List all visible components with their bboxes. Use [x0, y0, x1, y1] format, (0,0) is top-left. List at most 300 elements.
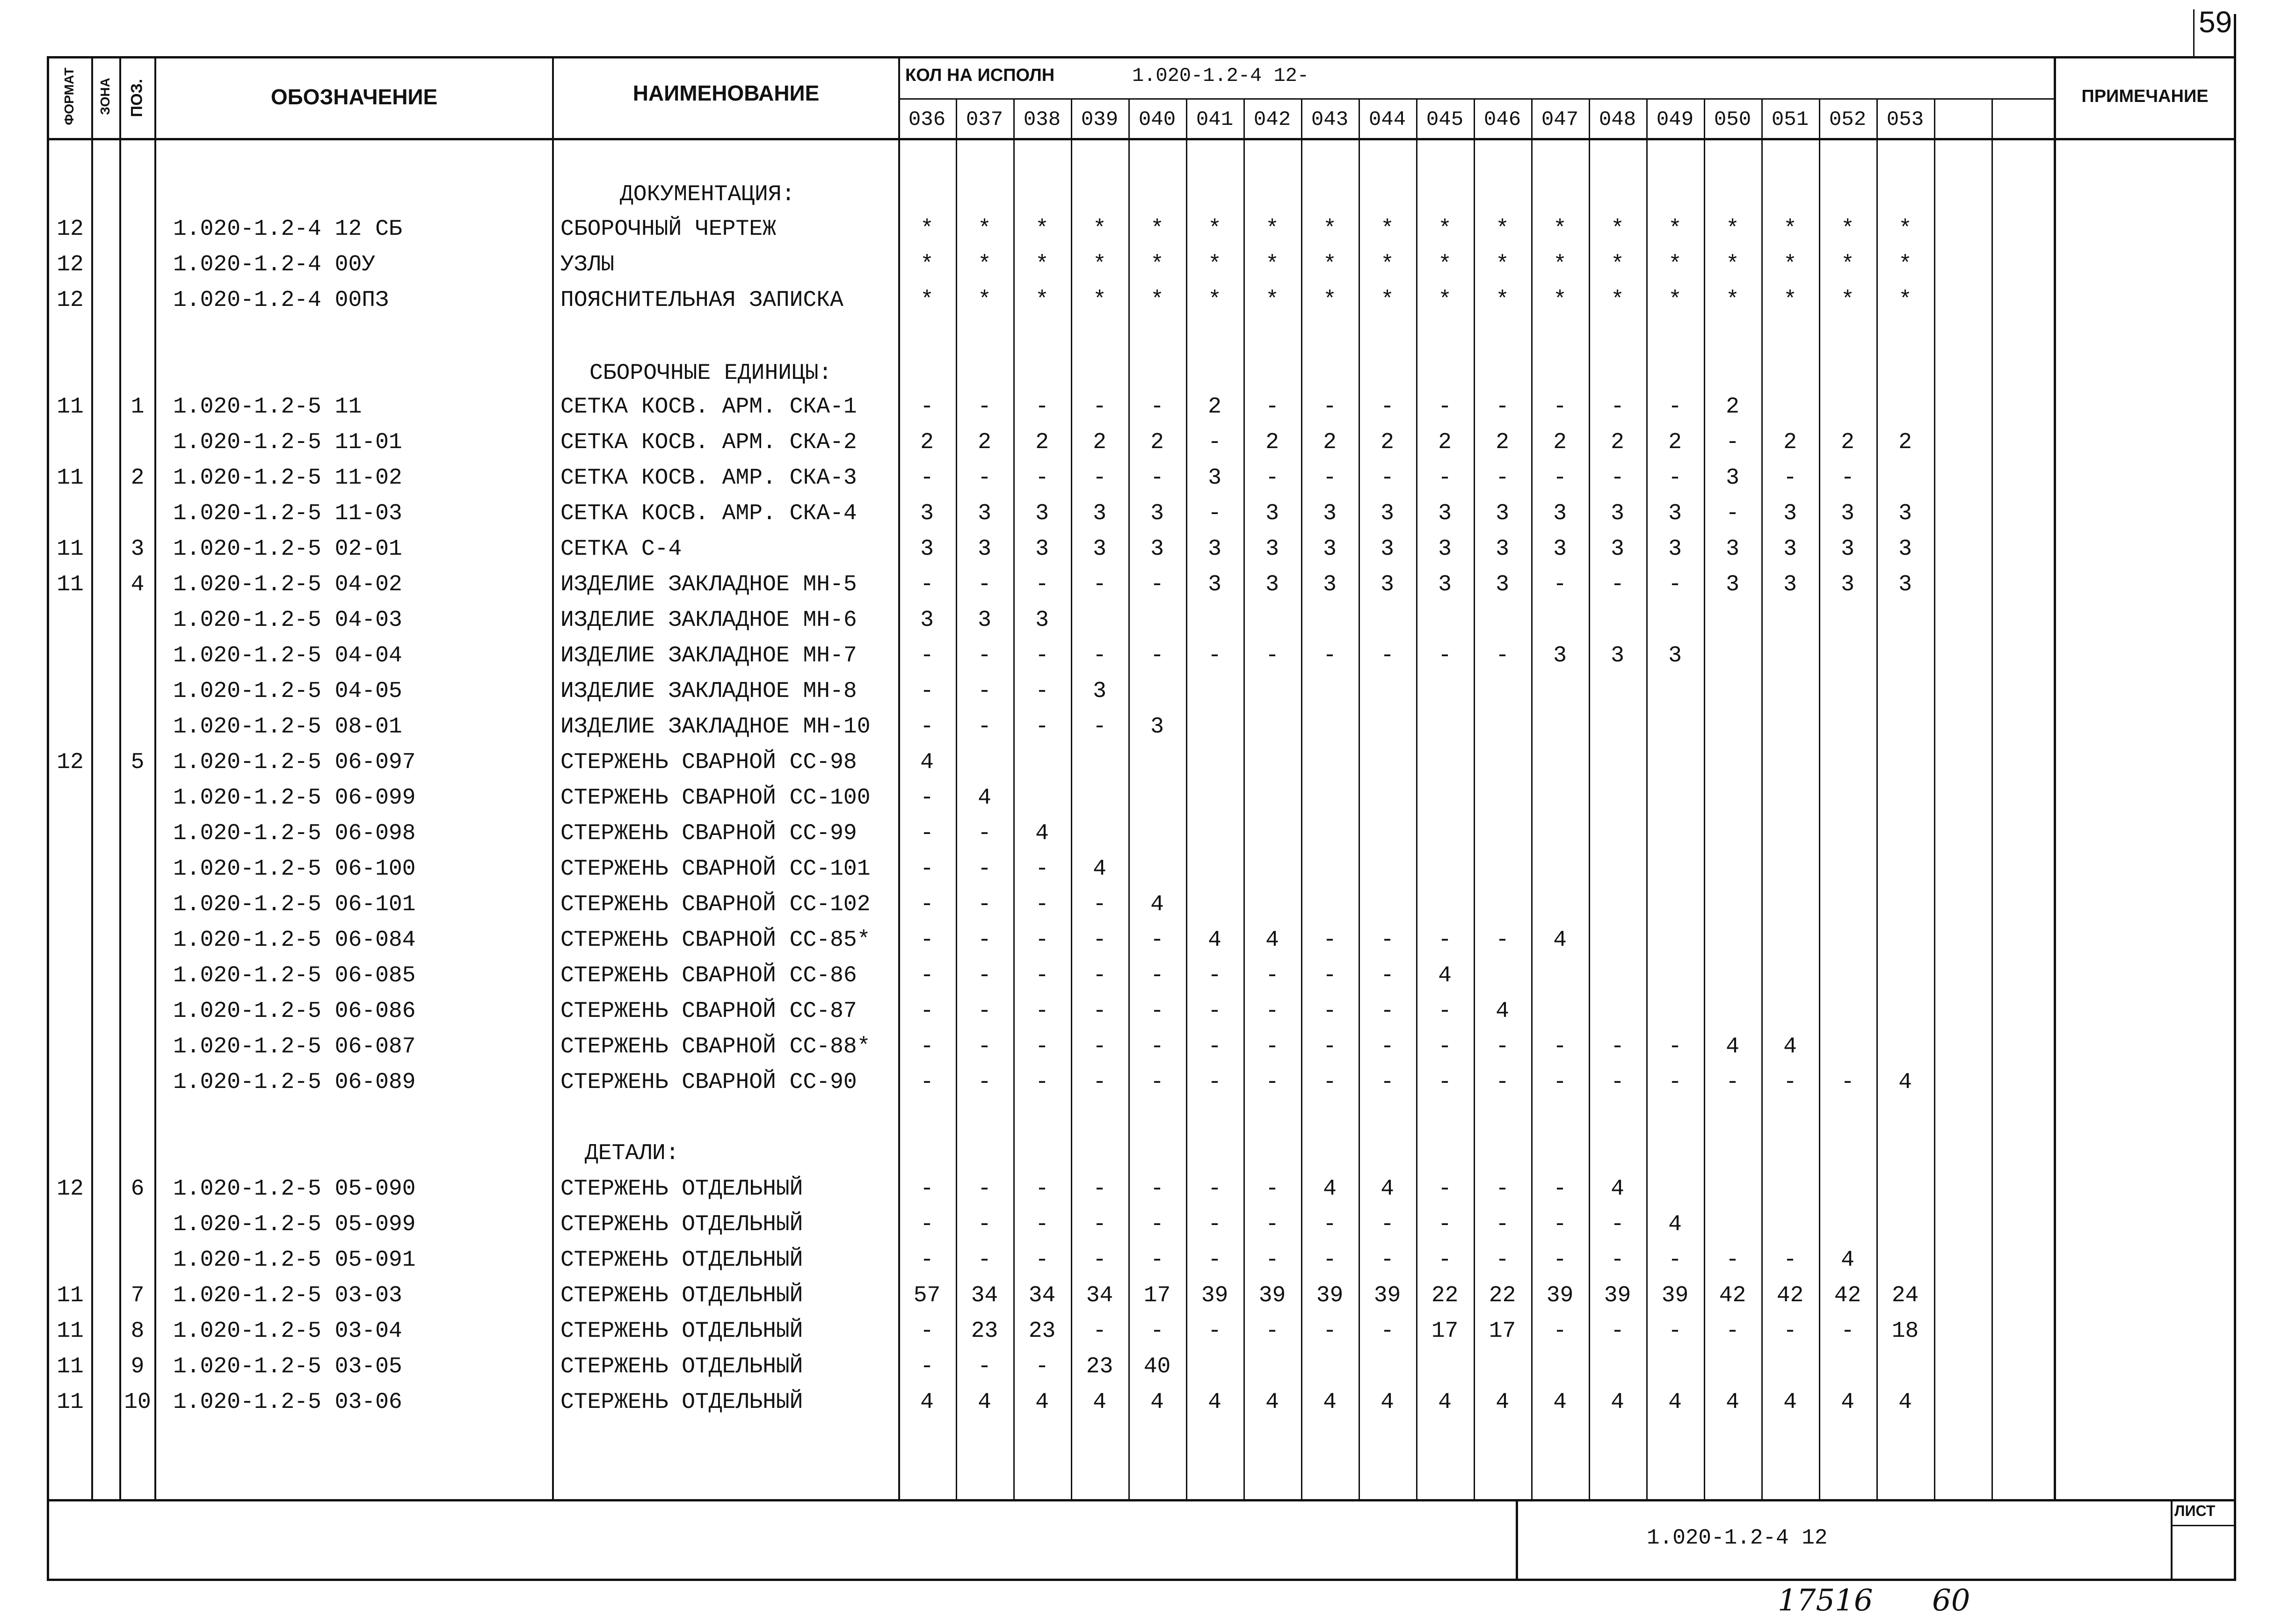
row-quantity: 3 — [1611, 643, 1624, 668]
row-quantity: 3 — [1841, 536, 1854, 562]
row-quantity: - — [1093, 1176, 1106, 1202]
row-designation: 1.020-1.2-5 11 — [173, 394, 362, 420]
row-designation: 1.020-1.2-5 03-06 — [173, 1390, 402, 1415]
section-documentation: ДОКУМЕНТАЦИЯ: — [620, 182, 795, 207]
row-quantity: - — [920, 1247, 934, 1273]
row-quantity: * — [1553, 288, 1567, 313]
variant-column-line — [1991, 98, 1993, 1499]
row-quantity: 4 — [1381, 1390, 1394, 1415]
variant-header: 044 — [1368, 108, 1406, 131]
row-quantity: 57 — [913, 1283, 941, 1308]
row-quantity: - — [978, 821, 991, 846]
row-quantity: - — [1323, 643, 1337, 668]
row-quantity: - — [1265, 1176, 1279, 1202]
row-quantity: - — [1323, 1070, 1337, 1095]
row-name: ИЗДЕЛИЕ ЗАКЛАДНОЕ МН-10 — [560, 714, 871, 740]
row-quantity: 4 — [1611, 1176, 1624, 1202]
row-quantity: 4 — [1553, 1390, 1567, 1415]
row-name: СЕТКА КОСВ. АРМ. СКА-2 — [560, 430, 857, 455]
row-designation: 1.020-1.2-5 06-085 — [173, 963, 416, 988]
row-quantity: 3 — [1841, 572, 1854, 597]
row-name: СТЕРЖЕНЬ СВАРНОЙ СС-90 — [560, 1070, 857, 1095]
row-quantity: - — [1093, 1070, 1106, 1095]
row-quantity: - — [1035, 928, 1049, 953]
row-quantity: 40 — [1143, 1354, 1171, 1379]
row-quantity: - — [1496, 465, 1509, 491]
qty-header-series: 1.020-1.2-4 12- — [1132, 65, 1309, 87]
row-designation: 1.020-1.2-5 08-01 — [173, 714, 402, 740]
row-quantity: - — [920, 892, 934, 917]
row-quantity: - — [1035, 1070, 1049, 1095]
row-quantity: - — [920, 856, 934, 882]
row-quantity: 4 — [1496, 999, 1509, 1024]
row-quantity: - — [978, 679, 991, 704]
row-quantity: 3 — [1668, 643, 1682, 668]
row-quantity: - — [1381, 1034, 1394, 1059]
row-quantity: - — [1265, 394, 1279, 420]
row-quantity: - — [1553, 1176, 1567, 1202]
row-quantity: 39 — [1546, 1283, 1574, 1308]
row-quantity: - — [1438, 465, 1452, 491]
row-name: ПОЯСНИТЕЛЬНАЯ ЗАПИСКА — [560, 288, 843, 313]
row-quantity: 4 — [1726, 1390, 1739, 1415]
row-quantity: 3 — [1093, 536, 1106, 562]
row-quantity: * — [1496, 288, 1509, 313]
row-quantity: 3 — [1208, 465, 1221, 491]
row-quantity: - — [1150, 963, 1164, 988]
row-quantity: 23 — [971, 1319, 998, 1344]
row-quantity: 3 — [1150, 501, 1164, 526]
row-name: СТЕРЖЕНЬ ОТДЕЛЬНЫЙ — [560, 1176, 803, 1202]
row-quantity: - — [978, 643, 991, 668]
row-quantity: * — [1783, 252, 1797, 277]
row-quantity: - — [1553, 465, 1567, 491]
row-quantity: 4 — [1841, 1247, 1854, 1273]
row-quantity: * — [1208, 217, 1221, 242]
row-quantity: - — [1208, 999, 1221, 1024]
row-quantity: - — [1035, 714, 1049, 740]
row-quantity: - — [978, 1034, 991, 1059]
row-quantity: - — [1265, 963, 1279, 988]
row-quantity: * — [1898, 217, 1912, 242]
row-format: 11 — [57, 536, 84, 562]
row-quantity: * — [1611, 217, 1624, 242]
pos-header: ПОЗ. — [128, 79, 146, 117]
variant-column-line — [1934, 98, 1935, 1499]
row-name: УЗЛЫ — [560, 252, 615, 277]
row-quantity: - — [1150, 999, 1164, 1024]
row-quantity: - — [1381, 643, 1394, 668]
row-quantity: 2 — [1323, 430, 1337, 455]
row-quantity: 34 — [1086, 1283, 1113, 1308]
row-quantity: 2 — [1726, 394, 1739, 420]
row-name: СТЕРЖЕНЬ СВАРНОЙ СС-85* — [560, 928, 871, 953]
row-quantity: * — [1323, 252, 1337, 277]
row-quantity: 3 — [1093, 679, 1106, 704]
variant-header: 036 — [908, 108, 946, 131]
row-quantity: * — [1438, 288, 1452, 313]
row-quantity: * — [1438, 217, 1452, 242]
row-quantity: 3 — [1438, 536, 1452, 562]
row-quantity: - — [1553, 394, 1567, 420]
row-quantity: 4 — [1668, 1212, 1682, 1237]
row-quantity: - — [1323, 999, 1337, 1024]
row-quantity: 3 — [1898, 536, 1912, 562]
row-quantity: 42 — [1834, 1283, 1861, 1308]
row-quantity: - — [978, 1212, 991, 1237]
row-name: ИЗДЕЛИЕ ЗАКЛАДНОЕ МН-7 — [560, 643, 857, 668]
row-quantity: 17 — [1489, 1319, 1516, 1344]
variant-header: 048 — [1599, 108, 1636, 131]
row-quantity: - — [1035, 1354, 1049, 1379]
row-position: 10 — [124, 1390, 151, 1415]
row-quantity: - — [1265, 1247, 1279, 1273]
row-quantity: - — [920, 394, 934, 420]
row-quantity: * — [1841, 252, 1854, 277]
row-quantity: 4 — [978, 785, 991, 811]
sheet-label: ЛИСТ — [2174, 1502, 2216, 1519]
row-quantity: 3 — [1150, 536, 1164, 562]
row-quantity: * — [1668, 288, 1682, 313]
row-quantity: 3 — [1323, 572, 1337, 597]
row-quantity: 3 — [1208, 536, 1221, 562]
row-quantity: 3 — [1208, 572, 1221, 597]
section-assembly-units: СБОРОЧНЫЕ ЕДИНИЦЫ: — [589, 361, 832, 386]
row-format: 12 — [57, 288, 84, 313]
row-quantity: - — [1035, 1247, 1049, 1273]
row-position: 5 — [131, 750, 145, 775]
variant-header: 038 — [1023, 108, 1061, 131]
row-quantity: - — [1783, 1319, 1797, 1344]
row-name: СТЕРЖЕНЬ ОТДЕЛЬНЫЙ — [560, 1212, 803, 1237]
row-quantity: 4 — [1898, 1070, 1912, 1095]
variant-header: 047 — [1541, 108, 1579, 131]
row-format: 11 — [57, 572, 84, 597]
row-quantity: 3 — [1553, 643, 1567, 668]
row-quantity: 4 — [920, 750, 934, 775]
row-quantity: * — [1150, 252, 1164, 277]
row-quantity: - — [1438, 1070, 1452, 1095]
row-quantity: - — [978, 1176, 991, 1202]
row-quantity: * — [1611, 288, 1624, 313]
row-quantity: 4 — [1035, 821, 1049, 846]
row-quantity: 3 — [1265, 572, 1279, 597]
row-designation: 1.020-1.2-5 11-03 — [173, 501, 402, 526]
row-quantity: 18 — [1891, 1319, 1919, 1344]
row-quantity: * — [1265, 252, 1279, 277]
row-quantity: - — [1668, 394, 1682, 420]
row-quantity: 3 — [1496, 501, 1509, 526]
row-quantity: * — [920, 252, 934, 277]
zone-header: ЗОНА — [98, 78, 112, 115]
row-quantity: - — [1035, 856, 1049, 882]
row-quantity: 3 — [1438, 501, 1452, 526]
row-quantity: * — [1265, 288, 1279, 313]
row-quantity: - — [920, 465, 934, 491]
row-quantity: - — [1726, 501, 1739, 526]
row-quantity: 2 — [1898, 430, 1912, 455]
row-quantity: - — [1438, 1247, 1452, 1273]
inventory-number: 17516 — [1778, 1583, 1873, 1618]
variant-header: 053 — [1886, 108, 1924, 131]
row-format: 12 — [57, 1176, 84, 1202]
row-quantity: - — [920, 679, 934, 704]
row-quantity: 4 — [1726, 1034, 1739, 1059]
row-quantity: 3 — [1438, 572, 1452, 597]
row-designation: 1.020-1.2-5 04-02 — [173, 572, 402, 597]
row-quantity: - — [1323, 1319, 1337, 1344]
row-quantity: - — [1611, 572, 1624, 597]
row-quantity: - — [920, 821, 934, 846]
row-quantity: - — [1208, 1034, 1221, 1059]
row-quantity: - — [1208, 1319, 1221, 1344]
row-quantity: 3 — [1381, 572, 1394, 597]
row-quantity: 3 — [920, 536, 934, 562]
row-position: 1 — [131, 394, 145, 420]
row-quantity: * — [1381, 252, 1394, 277]
row-quantity: - — [1841, 1319, 1854, 1344]
row-quantity: 3 — [1323, 536, 1337, 562]
row-quantity: - — [1438, 394, 1452, 420]
row-quantity: * — [1323, 288, 1337, 313]
row-quantity: 39 — [1661, 1283, 1689, 1308]
row-name: СТЕРЖЕНЬ СВАРНОЙ СС-99 — [560, 821, 857, 846]
row-quantity: - — [1381, 394, 1394, 420]
row-quantity: 2 — [1208, 394, 1221, 420]
row-quantity: 4 — [1093, 1390, 1106, 1415]
row-designation: 1.020-1.2-5 04-05 — [173, 679, 402, 704]
row-quantity: - — [1726, 1247, 1739, 1273]
row-quantity: * — [1035, 252, 1049, 277]
row-quantity: 3 — [1381, 501, 1394, 526]
row-quantity: - — [1323, 394, 1337, 420]
row-quantity: 2 — [1496, 430, 1509, 455]
row-designation: 1.020-1.2-5 03-04 — [173, 1319, 402, 1344]
row-quantity: - — [1726, 1070, 1739, 1095]
row-quantity: 3 — [1553, 536, 1567, 562]
row-quantity: 42 — [1719, 1283, 1746, 1308]
row-quantity: - — [1668, 1247, 1682, 1273]
row-quantity: - — [1438, 999, 1452, 1024]
row-quantity: 3 — [1265, 536, 1279, 562]
row-designation: 1.020-1.2-5 06-097 — [173, 750, 416, 775]
row-designation: 1.020-1.2-4 00У — [173, 252, 376, 277]
row-quantity: * — [1898, 252, 1912, 277]
row-quantity: 3 — [1323, 501, 1337, 526]
row-position: 3 — [131, 536, 145, 562]
row-quantity: - — [1150, 572, 1164, 597]
row-quantity: 3 — [1093, 501, 1106, 526]
row-quantity: 2 — [1553, 430, 1567, 455]
row-quantity: - — [1668, 465, 1682, 491]
row-quantity: - — [1093, 465, 1106, 491]
row-quantity: - — [1323, 963, 1337, 988]
row-quantity: * — [1841, 217, 1854, 242]
row-designation: 1.020-1.2-4 00ПЗ — [173, 288, 389, 313]
row-quantity: - — [1208, 430, 1221, 455]
row-quantity: 3 — [1726, 572, 1739, 597]
row-quantity: * — [1553, 252, 1567, 277]
row-position: 8 — [131, 1319, 145, 1344]
row-quantity: - — [1668, 1034, 1682, 1059]
row-quantity: 4 — [1265, 928, 1279, 953]
row-name: СЕТКА КОСВ. АМР. СКА-4 — [560, 501, 857, 526]
row-quantity: 4 — [1668, 1390, 1682, 1415]
row-quantity: 3 — [1496, 572, 1509, 597]
row-quantity: * — [1726, 217, 1739, 242]
row-quantity: * — [920, 288, 934, 313]
row-quantity: - — [1035, 1212, 1049, 1237]
row-quantity: 4 — [1208, 928, 1221, 953]
row-quantity: 4 — [1553, 928, 1567, 953]
row-quantity: * — [1553, 217, 1567, 242]
row-name: СТЕРЖЕНЬ СВАРНОЙ СС-102 — [560, 892, 871, 917]
row-designation: 1.020-1.2-5 11-02 — [173, 465, 402, 491]
row-quantity: * — [1150, 217, 1164, 242]
row-quantity: 4 — [1150, 892, 1164, 917]
row-quantity: 3 — [920, 501, 934, 526]
row-quantity: 4 — [1898, 1390, 1912, 1415]
row-quantity: - — [1208, 963, 1221, 988]
row-format: 11 — [57, 394, 84, 420]
row-quantity: * — [1841, 288, 1854, 313]
row-name: СТЕРЖЕНЬ СВАРНОЙ СС-86 — [560, 963, 857, 988]
row-quantity: - — [978, 928, 991, 953]
row-quantity: 3 — [1898, 572, 1912, 597]
row-quantity: * — [1208, 288, 1221, 313]
row-quantity: 4 — [1265, 1390, 1279, 1415]
row-position: 7 — [131, 1283, 145, 1308]
row-name: СЕТКА КОСВ. АМР. СКА-3 — [560, 465, 857, 491]
row-quantity: 39 — [1374, 1283, 1401, 1308]
row-name: ИЗДЕЛИЕ ЗАКЛАДНОЕ МН-8 — [560, 679, 857, 704]
row-quantity: 3 — [1726, 465, 1739, 491]
row-quantity: - — [1611, 465, 1624, 491]
row-quantity: - — [920, 1176, 934, 1202]
row-name: СТЕРЖЕНЬ ОТДЕЛЬНЫЙ — [560, 1319, 803, 1344]
row-quantity: 4 — [1438, 1390, 1452, 1415]
row-format: 11 — [57, 1390, 84, 1415]
row-quantity: - — [1208, 1070, 1221, 1095]
row-quantity: 3 — [1898, 501, 1912, 526]
row-quantity: - — [1093, 1212, 1106, 1237]
row-designation: 1.020-1.2-5 05-099 — [173, 1212, 416, 1237]
row-quantity: * — [1381, 288, 1394, 313]
row-quantity: 3 — [1150, 714, 1164, 740]
row-name: СТЕРЖЕНЬ ОТДЕЛЬНЫЙ — [560, 1354, 803, 1379]
row-quantity: - — [1553, 1247, 1567, 1273]
row-quantity: * — [1668, 252, 1682, 277]
row-quantity: - — [1496, 1247, 1509, 1273]
row-quantity: - — [1035, 572, 1049, 597]
row-quantity: * — [1438, 252, 1452, 277]
row-name: СЕТКА КОСВ. АРМ. СКА-1 — [560, 394, 857, 420]
row-quantity: - — [1496, 394, 1509, 420]
row-quantity: - — [920, 928, 934, 953]
row-quantity: * — [1323, 217, 1337, 242]
row-format: 11 — [57, 1319, 84, 1344]
row-quantity: - — [1841, 1070, 1854, 1095]
row-quantity: - — [1093, 1319, 1106, 1344]
row-quantity: - — [1035, 963, 1049, 988]
row-quantity: 3 — [1668, 501, 1682, 526]
row-quantity: - — [1726, 430, 1739, 455]
row-quantity: 3 — [978, 501, 991, 526]
row-quantity: - — [1381, 1319, 1394, 1344]
row-quantity: 22 — [1431, 1283, 1459, 1308]
row-quantity: - — [1381, 1247, 1394, 1273]
row-quantity: 4 — [1323, 1176, 1337, 1202]
row-quantity: 3 — [1265, 501, 1279, 526]
row-quantity: * — [1898, 288, 1912, 313]
row-quantity: * — [1783, 288, 1797, 313]
row-name: СТЕРЖЕНЬ ОТДЕЛЬНЫЙ — [560, 1247, 803, 1273]
row-quantity: 17 — [1431, 1319, 1459, 1344]
row-quantity: * — [1150, 288, 1164, 313]
section-details: ДЕТАЛИ: — [585, 1141, 679, 1166]
row-quantity: 3 — [1611, 501, 1624, 526]
row-quantity: - — [1323, 1034, 1337, 1059]
row-format: 12 — [57, 217, 84, 242]
row-quantity: - — [978, 963, 991, 988]
row-quantity: 3 — [1035, 608, 1049, 633]
row-quantity: - — [1438, 1034, 1452, 1059]
row-format: 12 — [57, 252, 84, 277]
row-quantity: 39 — [1201, 1283, 1228, 1308]
variant-header: 039 — [1081, 108, 1119, 131]
row-quantity: 3 — [978, 536, 991, 562]
row-quantity: 2 — [978, 430, 991, 455]
row-quantity: - — [1035, 1176, 1049, 1202]
row-quantity: 24 — [1891, 1283, 1919, 1308]
variant-header: 043 — [1311, 108, 1349, 131]
row-name: СТЕРЖЕНЬ СВАРНОЙ СС-88* — [560, 1034, 871, 1059]
row-quantity: - — [1611, 1034, 1624, 1059]
row-quantity: 3 — [1668, 536, 1682, 562]
row-quantity: 2 — [1783, 430, 1797, 455]
variant-header: 052 — [1829, 108, 1867, 131]
row-quantity: - — [978, 892, 991, 917]
row-quantity: 4 — [1611, 1390, 1624, 1415]
row-quantity: 22 — [1489, 1283, 1516, 1308]
row-quantity: - — [978, 465, 991, 491]
row-quantity: 2 — [920, 430, 934, 455]
row-quantity: * — [1726, 288, 1739, 313]
row-format: 11 — [57, 1283, 84, 1308]
row-quantity: - — [920, 643, 934, 668]
row-quantity: 4 — [1841, 1390, 1854, 1415]
row-quantity: - — [1150, 643, 1164, 668]
row-quantity: 3 — [1381, 536, 1394, 562]
row-quantity: - — [1265, 465, 1279, 491]
row-quantity: - — [1265, 1070, 1279, 1095]
row-designation: 1.020-1.2-5 06-098 — [173, 821, 416, 846]
row-quantity: - — [1553, 1319, 1567, 1344]
row-quantity: - — [1668, 1319, 1682, 1344]
row-quantity: - — [1553, 1070, 1567, 1095]
row-designation: 1.020-1.2-5 03-03 — [173, 1283, 402, 1308]
row-quantity: - — [920, 785, 934, 811]
row-quantity: 3 — [1553, 501, 1567, 526]
row-quantity: - — [1496, 928, 1509, 953]
row-quantity: 4 — [1208, 1390, 1221, 1415]
row-quantity: 34 — [971, 1283, 998, 1308]
row-quantity: * — [1093, 288, 1106, 313]
row-quantity: - — [1611, 394, 1624, 420]
row-quantity: 3 — [1611, 536, 1624, 562]
row-quantity: - — [1438, 1212, 1452, 1237]
row-quantity: - — [1150, 1070, 1164, 1095]
